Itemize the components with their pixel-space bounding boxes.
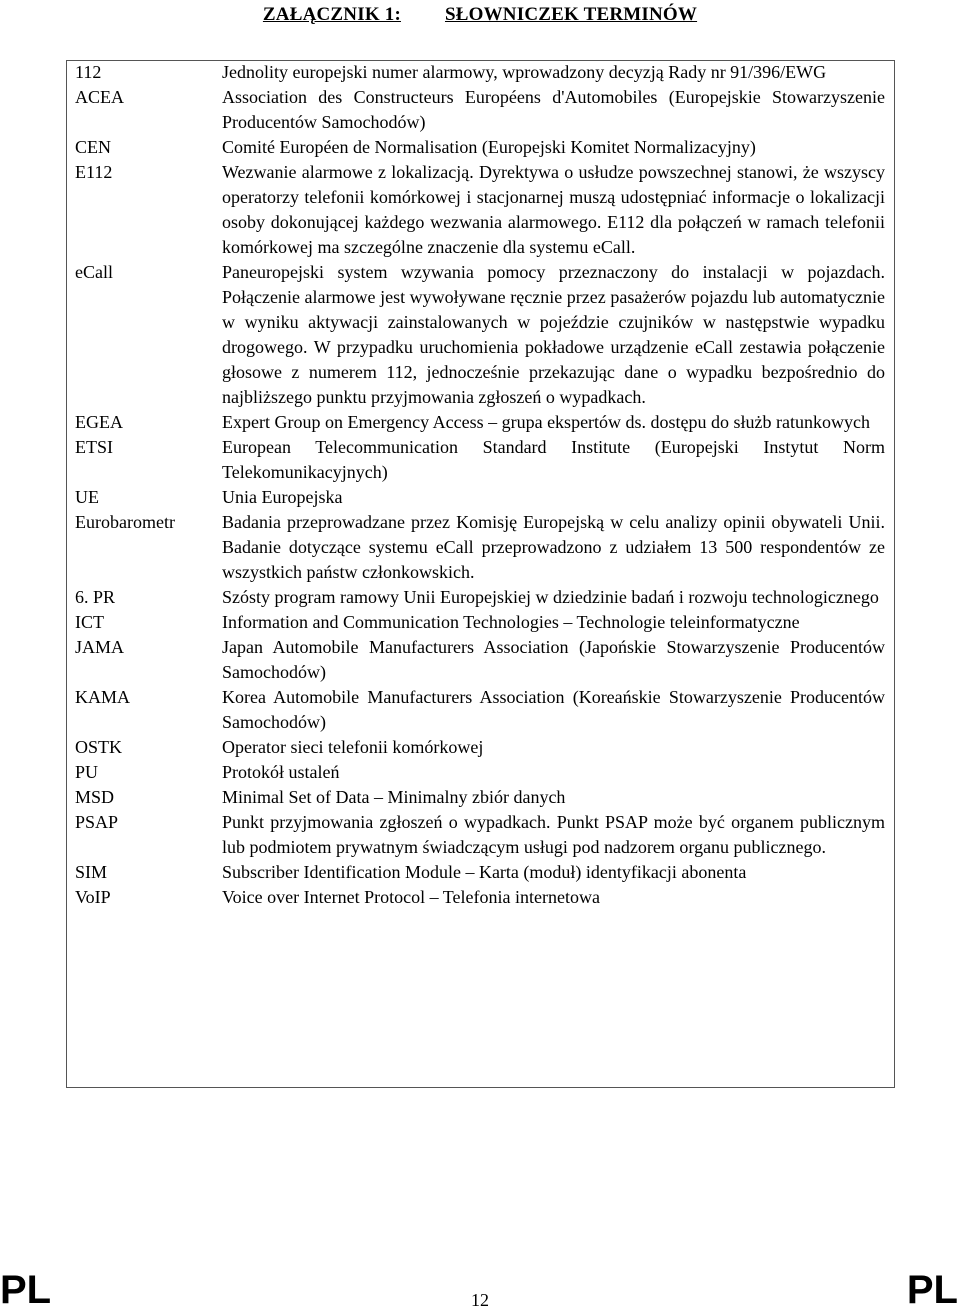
glossary-heading: SŁOWNICZEK TERMINÓW — [444, 4, 698, 25]
glossary-term: EGEA — [75, 412, 123, 432]
glossary-table — [66, 60, 895, 910]
glossary-definition: Wezwanie alarmowe z lokalizacją. Dyrektywa o usłudze powszechnej stanowi, że wszyscy operatorzy telefonii komórkowej i stacjonarnej muszą udostępniać informacje o lokalizacji osoby dokonującej każdego wezwania alarmowego. E112 dla połączeń w ramach telefonii komórkowej ma szczególne znaczenie dla systemu eCall. — [222, 162, 885, 257]
language-marker-left: PL — [0, 1268, 52, 1312]
glossary-definition: Paneuropejski system wzywania pomocy przeznaczony do instalacji w pojazdach. Połączenie alarmowe jest wywoływane ręcznie przez pasażerów pojazdu lub automatycznie w wyniku aktywacji zainstalowanych w pojeździe czujników w następstwie wypadku drogowego. W przypadku uruchomienia pokładowe urządzenie eCall zestawia połączenie głosowe z numerem 112, jednocześnie przekazując dane o wypadku bezpośrednio do najbliższego punktu przyjmowania zgłoszeń o wypadkach. — [222, 262, 885, 407]
glossary-term: PU — [75, 762, 99, 782]
glossary-definition: Korea Automobile Manufacturers Association (Koreańskie Stowarzyszenie Producentów Samochodów) — [222, 687, 885, 732]
glossary-row — [66, 685, 895, 735]
glossary-definition: Japan Automobile Manufacturers Association (Japońskie Stowarzyszenie Producentów Samochodów) — [222, 637, 885, 682]
glossary-term: ICT — [75, 612, 104, 632]
glossary-definition: Expert Group on Emergency Access – grupa ekspertów ds. dostępu do służb ratunkowych — [222, 412, 871, 432]
language-marker-right: PL — [906, 1268, 958, 1312]
glossary-term: UE — [75, 487, 99, 507]
glossary-term: 6. PR — [75, 587, 116, 607]
glossary-row — [66, 760, 895, 785]
glossary-definition: Jednolity europejski numer alarmowy, wprowadzony decyzją Rady nr 91/396/EWG — [222, 62, 827, 82]
glossary-row — [66, 410, 895, 435]
glossary-term: KAMA — [75, 687, 131, 707]
glossary-row — [66, 860, 895, 885]
glossary-row — [66, 585, 895, 610]
glossary-row — [66, 635, 895, 685]
glossary-row — [66, 810, 895, 860]
glossary-term: PSAP — [75, 812, 119, 832]
glossary-definition: European Telecommunication Standard Institute (Europejski Instytut Norm Telekomunikacyjnych) — [222, 437, 885, 482]
glossary-row — [66, 885, 895, 910]
glossary-term: JAMA — [75, 637, 125, 657]
glossary-row — [66, 485, 895, 510]
glossary-definition: Unia Europejska — [222, 487, 343, 507]
glossary-definition: Protokół ustaleń — [222, 762, 340, 782]
glossary-term: Eurobarometr — [75, 512, 175, 532]
glossary-row — [66, 160, 895, 260]
glossary-definition: Badania przeprowadzane przez Komisję Europejską w celu analizy opinii obywateli Unii. Badanie dotyczące systemu eCall przeprowadzono z udziałem 13 500 respondentów ze wszystkich państw członkowskich. — [222, 512, 885, 582]
glossary-term: MSD — [75, 787, 115, 807]
page-number: 12 — [471, 1290, 489, 1310]
glossary-term: ETSI — [75, 437, 113, 457]
annex-label: ZAŁĄCZNIK 1: — [262, 4, 401, 25]
glossary-row — [66, 85, 895, 135]
glossary-term: CEN — [75, 137, 111, 157]
glossary-definition: Comité Européen de Normalisation (Europejski Komitet Normalizacyjny) — [222, 137, 756, 157]
glossary-definition: Association des Constructeurs Européens d'Automobiles (Europejskie Stowarzyszenie Producentów Samochodów) — [222, 87, 885, 132]
glossary-definition: Subscriber Identification Module – Karta (moduł) identyfikacji abonenta — [222, 862, 747, 882]
page-title — [0, 4, 960, 26]
glossary-row — [66, 435, 895, 485]
glossary-definition: Information and Communication Technologies – Technologie teleinformatyczne — [222, 612, 800, 632]
glossary-term: 112 — [75, 62, 102, 82]
glossary-row — [66, 785, 895, 810]
glossary-term: VoIP — [75, 887, 111, 907]
glossary-row — [66, 735, 895, 760]
glossary-term: SIM — [75, 862, 108, 882]
glossary-row — [66, 260, 895, 410]
glossary-definition: Szósty program ramowy Unii Europejskiej w dziedzinie badań i rozwoju technologicznego — [222, 587, 879, 607]
glossary-definition: Voice over Internet Protocol – Telefonia internetowa — [222, 887, 600, 907]
glossary-row — [66, 60, 895, 85]
glossary-row — [66, 510, 895, 585]
glossary-definition: Punkt przyjmowania zgłoszeń o wypadkach. Punkt PSAP może być organem publicznym lub podmiotem prywatnym świadczącym usługi pod nadzorem organu publicznego. — [222, 812, 885, 857]
glossary-term: eCall — [75, 262, 113, 282]
glossary-definition: Operator sieci telefonii komórkowej — [222, 737, 484, 757]
glossary-term: ACEA — [75, 87, 124, 107]
glossary-term: E112 — [75, 162, 113, 182]
glossary-row — [66, 135, 895, 160]
glossary-row — [66, 610, 895, 635]
glossary-term: OSTK — [75, 737, 123, 757]
glossary-definition: Minimal Set of Data – Minimalny zbiór danych — [222, 787, 566, 807]
